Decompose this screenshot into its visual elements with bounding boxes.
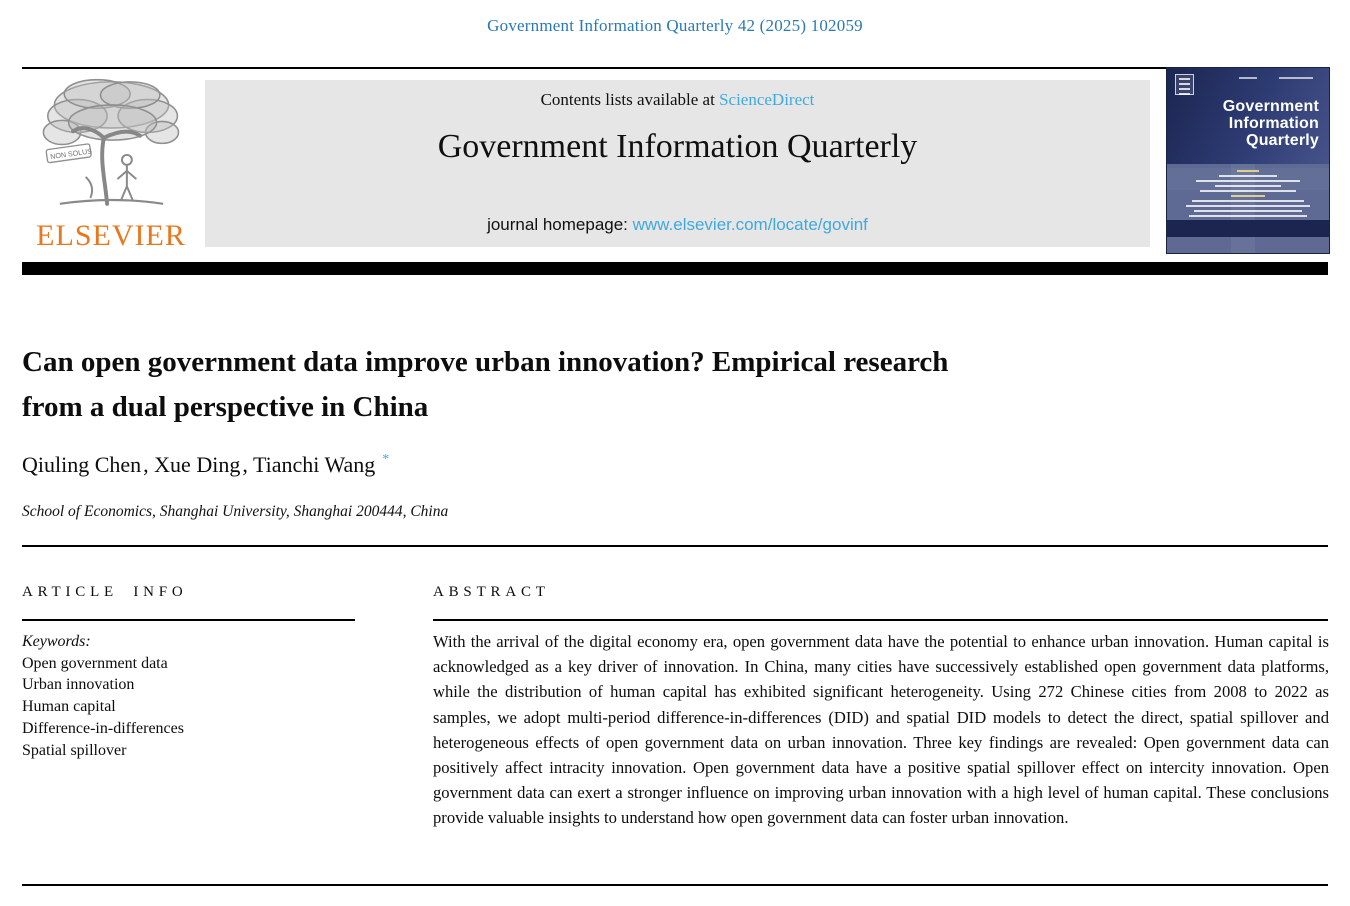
abstract-heading: ABSTRACT	[433, 584, 550, 600]
article-title-line1: Can open government data improve urban innovation? Empirical research	[22, 346, 949, 378]
keywords-label: Keywords:	[22, 633, 91, 650]
cover-editor-lines	[1167, 167, 1329, 222]
corresponding-author-link[interactable]: *	[382, 452, 390, 467]
top-rule	[22, 67, 1328, 69]
journal-title: Government Information Quarterly	[437, 128, 918, 165]
running-head-citation: Government Information Quarterly 42 (2025) 102059	[487, 16, 863, 35]
title-block-divider	[22, 545, 1328, 547]
author-separator: ,	[143, 452, 155, 477]
cover-issue-text	[1239, 77, 1257, 79]
author-name: Tianchi Wang	[252, 452, 376, 477]
cover-bottom-band	[1167, 220, 1329, 237]
elsevier-wordmark: ELSEVIER	[36, 219, 186, 252]
affiliation: School of Economics, Shanghai University, Shanghai 200444, China	[22, 503, 449, 520]
article-info-rule	[22, 619, 355, 621]
sciencedirect-link[interactable]: ScienceDirect	[719, 90, 815, 109]
journal-header-banner	[205, 80, 1150, 247]
article-info-heading: ARTICLE INFO	[22, 584, 188, 600]
article-title-line2: from a dual perspective in China	[22, 391, 429, 423]
cover-publisher-emblem-icon	[1175, 74, 1194, 95]
keyword-item: Difference-in-differences	[22, 719, 184, 737]
cover-issn-text	[1279, 77, 1313, 79]
author-name: Qiuling Chen	[22, 452, 142, 477]
keyword-item: Human capital	[22, 698, 116, 716]
keyword-item: Open government data	[22, 654, 168, 672]
journal-cover-thumbnail[interactable]	[1166, 67, 1330, 254]
homepage-line	[205, 215, 1150, 235]
keywords-block	[22, 631, 355, 761]
homepage-prefix: journal homepage:	[487, 215, 633, 234]
elsevier-logo	[20, 72, 202, 253]
bottom-rule	[22, 884, 1328, 886]
abstract-rule	[433, 619, 1328, 621]
cover-top-band	[1167, 68, 1329, 164]
cover-journal-title: Government Information Quarterly	[1222, 98, 1319, 149]
elsevier-motto: NON SOLUS	[49, 147, 92, 162]
authors-line	[22, 452, 389, 478]
contents-line-prefix: Contents lists available at	[540, 90, 720, 109]
author-separator: ,	[242, 452, 253, 477]
article-title	[22, 340, 1152, 430]
contents-line	[205, 90, 1150, 110]
elsevier-tree-icon	[29, 72, 194, 217]
keyword-item: Urban innovation	[22, 676, 135, 694]
abstract-text: With the arrival of the digital economy era, open government data have the potential to enhance urban innovation. Human capital is acknowledged as a key driver of innovation. In China, many cities have successively established open government data platforms, while the distribution of human capital has exhibited significant heterogeneity. Using 272 Chinese cities from 2008 to 2022 as samples, we adopt multi-period difference-in-differences (DID) and spatial DID models to detect the direct, spatial spillover and heterogeneous effects of open government data on urban innovation. Three key findings are revealed: Open government data can positively affect intracity innovation. Open government data have a positive spatial spillover effect on intercity innovation. Open government data can exert a stronger influence on improving urban innovation with a high level of human capital. These conclusions provide valuable insights to understand how open government data can foster urban innovation.	[433, 632, 1329, 828]
journal-homepage-link[interactable]: www.elsevier.com/locate/govinf	[632, 215, 868, 234]
keyword-item: Spatial spillover	[22, 741, 127, 759]
author-name: Xue Ding	[154, 452, 241, 477]
header-divider-bar	[22, 262, 1328, 275]
